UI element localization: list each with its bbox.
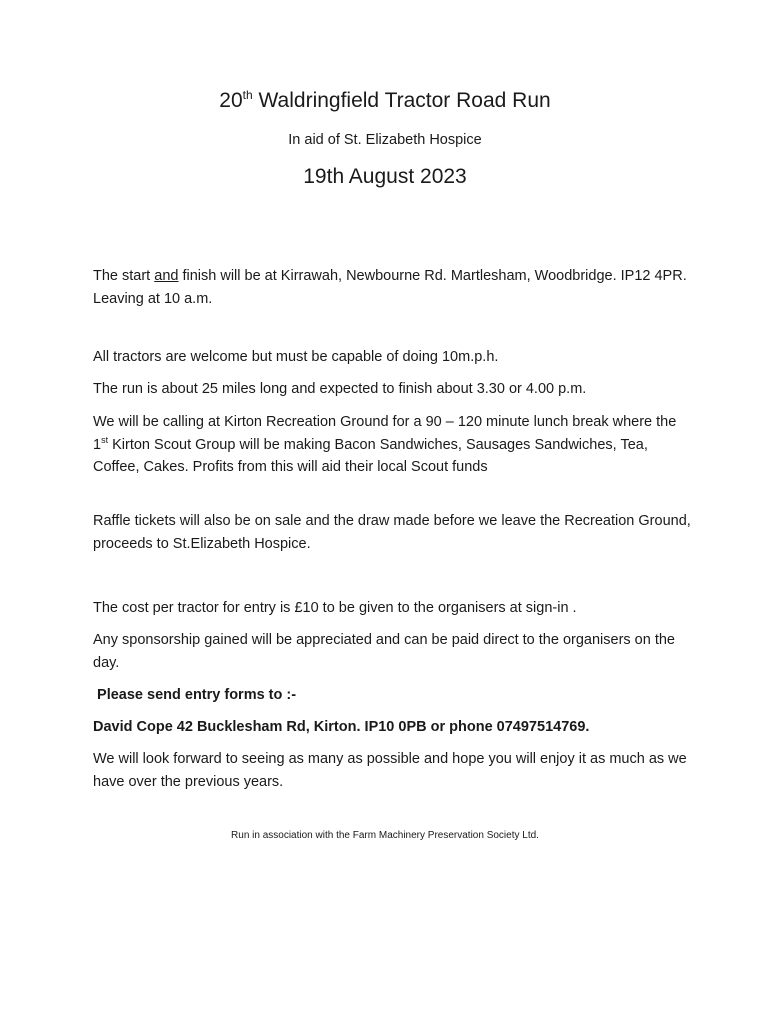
contact-details: David Cope 42 Bucklesham Rd, Kirton. IP10 0PB or phone 07497514769. (93, 719, 590, 735)
tractors-paragraph: All tractors are welcome but must be capable of doing 10m.p.h. (93, 349, 499, 365)
title-number: 20 (219, 89, 243, 112)
subtitle: In aid of St. Elizabeth Hospice (288, 132, 482, 148)
lunch-paragraph: We will be calling at Kirton Recreation Ground for a 90 – 120 minute lunch break where the 1st Kirton Scout Group will be making Bacon Sandwiches, Sausages Sandwiches, Tea, Coffee, Cakes. Profits from this will aid their local Scout funds (93, 414, 677, 475)
cost-paragraph: The cost per tractor for entry is £10 to be given to the organisers at sign-in . (93, 600, 577, 616)
title-text: Waldringfield Tractor Road Run (252, 89, 551, 112)
title-ordinal-suffix: th (242, 88, 253, 102)
underlined-word: and (154, 268, 179, 284)
page-title (0, 86, 770, 116)
raffle-paragraph: Raffle tickets will also be on sale and the draw made before we leave the Recreation Ground, proceeds to St.Elizabeth Hospice. (93, 513, 691, 552)
send-entry-heading: Please send entry forms to :- (93, 687, 297, 703)
ordinal-suffix: st (101, 434, 109, 445)
sponsorship-paragraph: Any sponsorship gained will be appreciated and can be paid direct to the organisers on the day. (93, 632, 675, 671)
start-paragraph: The start and finish will be at Kirrawah, Newbourne Rd. Martlesham, Woodbridge. IP12 4PR. Leaving at 10 a.m. (93, 268, 687, 307)
event-date: 19th August 2023 (303, 165, 467, 188)
closing-paragraph: We will look forward to seeing as many as possible and hope you will enjoy it as much as we have over the previous years. (93, 751, 687, 790)
footer-association: Run in association with the Farm Machinery Preservation Society Ltd. (231, 830, 539, 841)
run-length-paragraph: The run is about 25 miles long and expected to finish about 3.30 or 4.00 p.m. (93, 381, 587, 397)
